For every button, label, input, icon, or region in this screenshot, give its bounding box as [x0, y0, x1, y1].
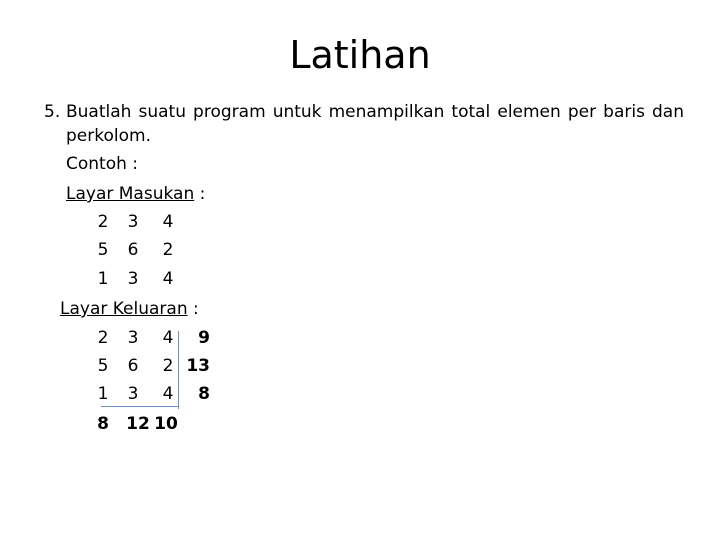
input-section-label: Layar Masukan — [66, 184, 195, 204]
output-cell: 4 — [162, 328, 174, 348]
input-cell: 6 — [127, 240, 139, 260]
input-cell: 3 — [127, 269, 139, 289]
row-total-divider — [178, 331, 179, 409]
row-total: 9 — [198, 328, 210, 348]
output-cell: 5 — [97, 356, 109, 376]
input-cell: 2 — [162, 240, 174, 260]
output-cell: 6 — [127, 356, 139, 376]
output-section-colon: : — [187, 299, 199, 319]
item-number: 5. — [44, 102, 61, 122]
output-cell: 2 — [97, 328, 109, 348]
input-cell: 2 — [97, 212, 109, 232]
column-total: 8 — [97, 414, 109, 434]
output-cell: 1 — [97, 384, 109, 404]
output-cell: 3 — [127, 384, 139, 404]
input-cell: 5 — [97, 240, 109, 260]
output-cell: 2 — [162, 356, 174, 376]
input-cell: 1 — [97, 269, 109, 289]
slide-title: Latihan — [289, 33, 431, 77]
input-section-colon: : — [194, 184, 206, 204]
column-total-divider — [101, 406, 179, 407]
row-total: 8 — [198, 384, 210, 404]
column-total: 10 — [154, 414, 178, 434]
input-cell: 3 — [127, 212, 139, 232]
row-total: 13 — [186, 356, 210, 376]
input-section-heading — [66, 182, 205, 206]
output-section-heading — [60, 297, 199, 321]
input-cell: 4 — [162, 212, 174, 232]
input-cell: 4 — [162, 269, 174, 289]
column-total: 12 — [126, 414, 150, 434]
output-cell: 4 — [162, 384, 174, 404]
output-cell: 3 — [127, 328, 139, 348]
output-section-label: Layar Keluaran — [60, 299, 188, 319]
item-text: Buatlah suatu program untuk menampilkan total elemen per baris dan perkolom. — [66, 102, 684, 146]
example-label: Contoh : — [66, 154, 139, 174]
